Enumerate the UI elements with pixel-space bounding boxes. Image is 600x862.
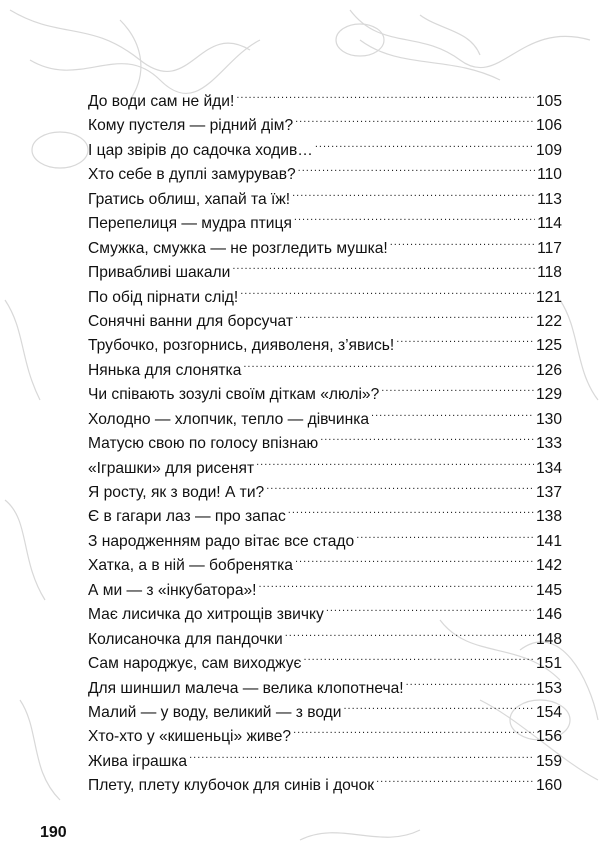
toc-entry-title: Трубочко, розгорнись, дияволеня, з’явись! [88, 337, 395, 355]
toc-leader-dots [320, 424, 534, 448]
toc-entry-page: 118 [537, 264, 562, 282]
toc-entry-title: А ми — з «інкубатора»! [88, 581, 257, 599]
toc-entry-title: Смужка, смужка — не розгледить мушка! [88, 239, 388, 257]
toc-leader-dots [376, 766, 534, 790]
toc-leader-dots [326, 595, 534, 619]
toc-entry-title: Нянька для слонятка [88, 361, 242, 379]
toc-leader-dots [381, 375, 534, 399]
table-of-contents [88, 82, 562, 795]
toc-entry-title: До води сам не йди! [88, 93, 235, 110]
toc-leader-dots [288, 497, 534, 521]
toc-entry-title: Для шиншил малеча — велика клопотнеча! [88, 679, 404, 697]
toc-leader-dots [344, 693, 534, 717]
toc-entry-page: 110 [537, 166, 562, 184]
toc-leader-dots [256, 449, 534, 473]
toc-leader-dots [240, 278, 534, 302]
toc-leader-dots [304, 644, 534, 668]
toc-leader-dots [356, 522, 534, 546]
toc-entry-title: Кому пустеля — рідний дім? [88, 117, 294, 135]
toc-entry-page: 109 [535, 141, 562, 159]
toc-leader-dots [315, 131, 534, 155]
toc-entry-title: Хто-хто у «кишеньці» живе? [88, 728, 292, 746]
toc-leader-dots [295, 302, 534, 326]
toc-entry-title: Колисаночка для пандочки [88, 630, 283, 648]
toc-entry-page: 138 [535, 508, 562, 526]
toc-entry-title: Плету, плету клубочок для синів і дочок [88, 777, 375, 795]
toc-leader-dots [298, 155, 535, 179]
toc-entry-page: 148 [535, 630, 562, 648]
toc-entry-page: 142 [535, 557, 562, 575]
toc-entry-title: З народженням радо вітає все стадо [88, 532, 355, 550]
toc-entry-title: Чи співають зозулі своїм діткам «люлі»? [88, 386, 380, 404]
toc-entry-title: Я росту, як з води! А ти? [88, 484, 265, 501]
toc-entry-page: 106 [535, 117, 562, 135]
toc-entry-title: Привабливі шакали [88, 264, 231, 282]
toc-entry-page: 141 [535, 532, 562, 550]
toc-entry-page: 125 [535, 337, 562, 355]
toc-entry-page: 156 [535, 728, 562, 746]
toc-leader-dots [259, 571, 534, 595]
toc-entry-title: Холодно — хлопчик, тепло — дівчинка [88, 410, 370, 428]
toc-leader-dots [189, 742, 534, 766]
toc-entry-title: Перепелиця — мудра птиця [88, 215, 292, 233]
toc-entry-page: 159 [535, 752, 562, 770]
toc-entry-title: Матусю свою по голосу впізнаю [88, 435, 319, 453]
toc-entry-page: 129 [535, 386, 562, 404]
toc-entry-page: 130 [535, 410, 562, 428]
toc-entry-page: 153 [535, 679, 562, 697]
toc-entry-title: Малий — у воду, великий — з води [88, 703, 342, 721]
toc-entry-page: 122 [535, 312, 562, 330]
toc-entry-title: І цар звірів до садочка ходив… [88, 141, 313, 159]
toc-entry-page: 154 [535, 703, 562, 721]
toc-leader-dots [293, 717, 534, 741]
toc-entry-page: 134 [535, 459, 562, 477]
toc-entry-page: 105 [535, 93, 562, 110]
toc-entry-page: 117 [537, 239, 562, 257]
toc-entry-page: 121 [535, 288, 562, 306]
toc-leader-dots [295, 106, 534, 130]
toc-entry-title: «Іграшки» для рисенят [88, 459, 255, 477]
toc-entry-title: Хатка, а в ній — бобренятка [88, 557, 293, 575]
toc-entry-page: 126 [535, 361, 562, 379]
toc-entry-page: 160 [535, 777, 562, 795]
toc-leader-dots [232, 253, 535, 277]
toc-entry-page: 137 [535, 484, 562, 501]
toc-leader-dots [292, 180, 535, 204]
toc-leader-dots [295, 546, 534, 570]
toc-leader-dots [285, 620, 534, 644]
toc-entry-title: Жива іграшка [88, 752, 188, 770]
toc-leader-dots [236, 82, 534, 106]
toc-leader-dots [390, 229, 535, 253]
toc-entry-page: 133 [535, 435, 562, 453]
toc-entry-page: 151 [535, 655, 562, 673]
toc-entry-page: 113 [537, 190, 562, 208]
page-number: 190 [40, 824, 67, 841]
toc-entry-title: Сонячні ванни для борсучат [88, 312, 294, 330]
toc-leader-dots [294, 204, 535, 228]
toc-entry [88, 82, 562, 110]
toc-entry-page: 145 [535, 581, 562, 599]
toc-entry-page: 146 [535, 606, 562, 624]
toc-leader-dots [396, 326, 534, 350]
toc-entry-title: Хто себе в дуплі замурував? [88, 166, 296, 184]
toc-entry-page: 114 [537, 215, 562, 233]
toc-leader-dots [371, 400, 534, 424]
toc-entry-title: Сам народжує, сам виходжує [88, 655, 302, 673]
toc-entry-title: Гратись облиш, хапай та їж! [88, 190, 291, 208]
toc-leader-dots [243, 351, 534, 375]
toc-entry-title: По обід пірнати слід! [88, 288, 239, 306]
toc-leader-dots [406, 669, 534, 693]
toc-leader-dots [266, 473, 534, 497]
toc-entry-title: Є в гагари лаз — про запас [88, 508, 286, 526]
toc-entry-title: Має лисичка до хитрощів звичку [88, 606, 324, 624]
